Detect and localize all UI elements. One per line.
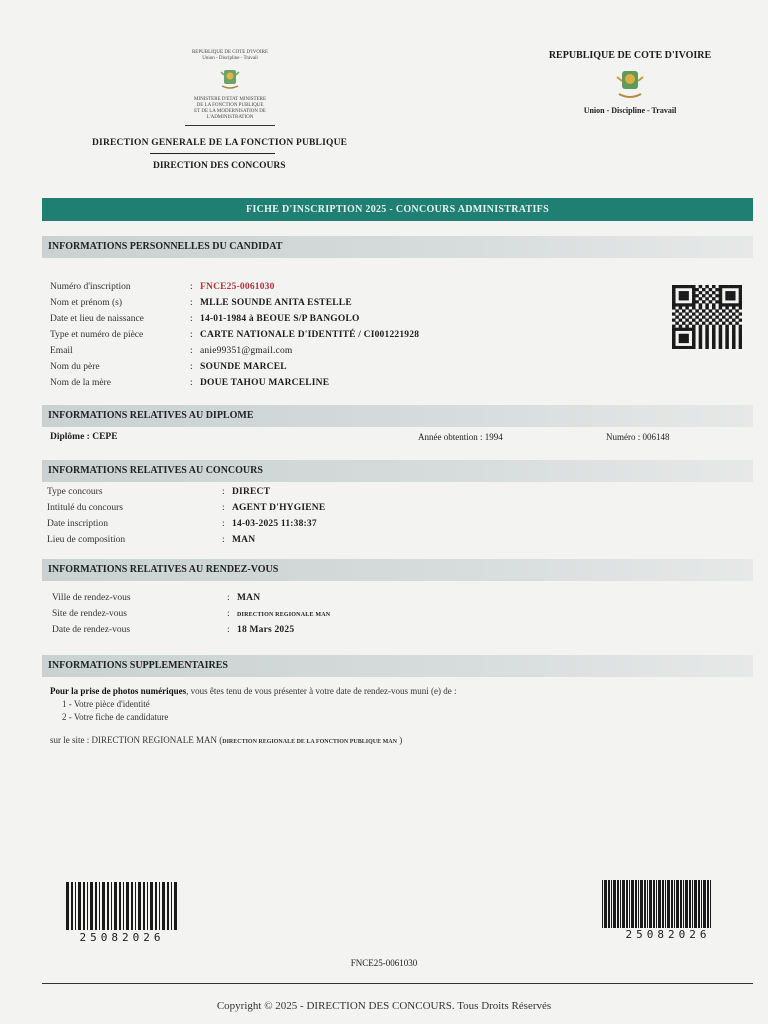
intro-line: Pour la prise de photos numériques, vous êtes tenu de vous présenter à votre date de rendez-vous muni (e) de : (50, 686, 457, 696)
section-personal-info: INFORMATIONS PERSONNELLES DU CANDIDAT (42, 236, 753, 258)
requirement-item: 1 - Votre pièce d'identité (62, 699, 150, 709)
row-father-name: Nom du père : SOUNDE MARCEL (50, 359, 287, 375)
label: Date inscription (47, 519, 108, 529)
label: Date de rendez-vous (52, 625, 131, 635)
republic-header (530, 50, 730, 115)
label: Lieu de composition (47, 535, 126, 545)
mother-name: DOUE TAHOU MARCELINE (200, 378, 330, 388)
diploma-year: Année obtention : 1994 (418, 432, 503, 442)
birth-date-place: 14-01-1984 à BEOUE S/P BANGOLO (200, 314, 360, 324)
row-appointment-date: Date de rendez-vous : 18 Mars 2025 (52, 622, 294, 638)
requirement-item: 2 - Votre fiche de candidature (62, 712, 169, 722)
full-name: MLLE SOUNDE ANITA ESTELLE (200, 298, 352, 308)
section-supplementary: INFORMATIONS SUPPLEMENTAIRES (42, 655, 753, 677)
label: Intitulé du concours (47, 503, 123, 513)
email: anie99351@gmail.com (200, 346, 293, 356)
ministry-divider (185, 125, 275, 126)
ministry-line-5: ET DE LA MODERNISATION DE (194, 109, 266, 114)
label: Site de rendez-vous (52, 609, 127, 619)
label: Type et numéro de pièce (50, 330, 144, 340)
diploma-name: Diplôme : CEPE (50, 432, 118, 442)
appointment-date: 18 Mars 2025 (237, 625, 295, 635)
row-birth: Date et lieu de naissance : 14-01-1984 à BEOUE S/P BANGOLO (50, 311, 360, 327)
republic-motto: Union - Discipline - Travail (583, 106, 677, 115)
label: Nom du père (50, 362, 100, 372)
footer-divider (42, 983, 753, 984)
label: Ville de rendez-vous (52, 593, 131, 603)
copyright-notice: Copyright © 2025 - DIRECTION DES CONCOURS. Tous Droits Réservés (216, 1000, 552, 1012)
site-line: sur le site : DIRECTION REGIONALE MAN (DIRECTION REGIONALE DE LA FONCTION PUBLIQUE MAN ) (50, 735, 403, 745)
appointment-city: MAN (237, 593, 261, 603)
row-email: Email : anie99351@gmail.com (50, 343, 293, 359)
ministry-line-6: L'ADMINISTRATION (206, 115, 254, 120)
label: Nom et prénom (s) (50, 298, 123, 308)
registration-number: FNCE25-0061030 (200, 282, 275, 292)
row-registration-number: Numéro d'inscription : FNCE25-0061030 (50, 279, 275, 295)
registration-date: 14-03-2025 11:38:37 (232, 519, 317, 529)
ministry-line-2: Union - Discipline - Travail (202, 56, 258, 61)
section-diploma: INFORMATIONS RELATIVES AU DIPLOME (42, 405, 753, 427)
form-banner: FICHE D'INSCRIPTION 2025 - CONCOURS ADMINISTRATIFS (42, 198, 753, 221)
father-name: SOUNDE MARCEL (200, 362, 287, 372)
republic-name: REPUBLIQUE DE COTE D'IVOIRE (548, 50, 712, 61)
ministry-line-1: REPUBLIQUE DE COTE D'IVOIRE (191, 50, 269, 55)
label: Email (50, 346, 73, 356)
row-exam-location: Lieu de composition : MAN (47, 532, 255, 548)
row-appointment-city: Ville de rendez-vous : MAN (52, 590, 260, 606)
direction-generale-title: DIRECTION GENERALE DE LA FONCTION PUBLIQUE (92, 138, 348, 148)
ministry-header (160, 50, 300, 126)
label: Date et lieu de naissance (50, 314, 144, 324)
barcode-right-number: 25082026 (625, 928, 711, 941)
concours-title: AGENT D'HYGIENE (232, 503, 326, 513)
appointment-site: DIRECTION REGIONALE MAN (237, 612, 331, 618)
row-mother-name: Nom de la mère : DOUE TAHOU MARCELINE (50, 375, 329, 391)
row-concours-title: Intitulé du concours : AGENT D'HYGIENE (47, 500, 325, 516)
exam-location: MAN (232, 535, 256, 545)
label: Numéro d'inscription (50, 282, 131, 292)
concours-type: DIRECT (232, 487, 271, 497)
direction-concours-title: DIRECTION DES CONCOURS (153, 161, 286, 171)
row-id-document: Type et numéro de pièce : CARTE NATIONALE D'IDENTITÉ / CI001221928 (50, 327, 419, 343)
label: Type concours (47, 487, 103, 497)
supplementary-text (50, 685, 457, 749)
barcode-left-icon (66, 882, 178, 930)
label: Nom de la mère (50, 378, 111, 388)
row-appointment-site: Site de rendez-vous : DIRECTION REGIONALE MAN (52, 606, 330, 622)
barcode-right-icon (602, 880, 714, 928)
title-divider (150, 153, 275, 154)
coat-of-arms-icon (219, 66, 241, 90)
id-document: CARTE NATIONALE D'IDENTITÉ / CI001221928 (200, 330, 420, 340)
footer-registration-id: FNCE25-0061030 (350, 958, 418, 968)
ministry-line-3: MINISTERE D'ETAT MINISTERE (193, 97, 267, 102)
section-appointment: INFORMATIONS RELATIVES AU RENDEZ-VOUS (42, 559, 753, 581)
national-emblem-icon (613, 65, 647, 101)
row-registration-date: Date inscription : 14-03-2025 11:38:37 (47, 516, 317, 532)
row-full-name: Nom et prénom (s) : MLLE SOUNDE ANITA ESTELLE (50, 295, 352, 311)
row-concours-type: Type concours : DIRECT (47, 484, 270, 500)
barcode-left-number: 25082026 (79, 931, 165, 944)
diploma-number: Numéro : 006148 (606, 432, 670, 442)
qr-code-icon (672, 285, 742, 349)
ministry-line-4: DE LA FONCTION PUBLIQUE (196, 103, 264, 108)
section-concours: INFORMATIONS RELATIVES AU CONCOURS (42, 460, 753, 482)
